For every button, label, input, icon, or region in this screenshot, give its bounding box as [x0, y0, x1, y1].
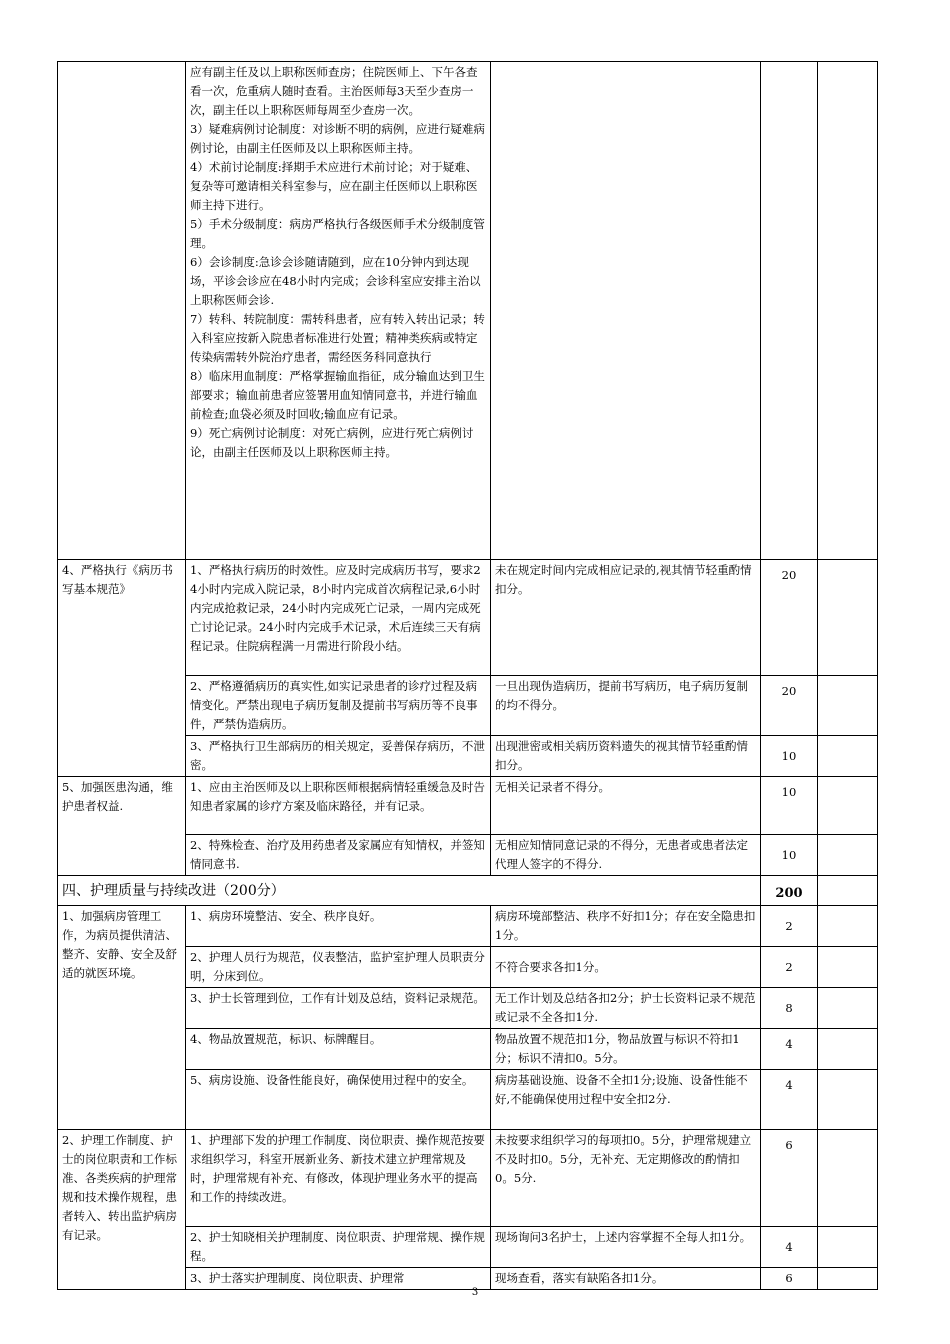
section-title: 四、护理质量与持续改进（200分）: [58, 876, 761, 906]
deduction-cell: 无工作计划及总结各扣2分；护士长资料记录不规范或记录不全各扣1分.: [491, 988, 761, 1029]
score-cell: 6: [761, 1268, 818, 1290]
deduction-cell: 不符合要求各扣1分。: [491, 947, 761, 988]
score-cell: 10: [761, 835, 818, 876]
score-cell: 20: [761, 560, 818, 676]
item-cell: [58, 62, 186, 560]
standard-cell: 2、严格遵循病历的真实性,如实记录患者的诊疗过程及病情变化。严禁出现电子病历复制及提前书写病历等不良事件，严禁伪造病历。: [186, 676, 491, 736]
standard-cell: 3、护士落实护理制度、岗位职责、护理常: [186, 1268, 491, 1290]
deduction-cell: 病房环境部整洁、秩序不好扣1分；存在安全隐患扣1分。: [491, 906, 761, 947]
deduction-cell: 现场询问3名护士，上述内容掌握不全每人扣1分。: [491, 1227, 761, 1268]
actual-score-cell: [818, 1029, 878, 1070]
deduction-cell: 无相关记录者不得分。: [491, 777, 761, 835]
deduction-cell: 出现泄密或相关病历资料遗失的视其情节轻重酌情扣分。: [491, 736, 761, 777]
evaluation-table: [57, 61, 878, 1290]
actual-score-cell: [818, 777, 878, 835]
standard-cell: 1、病房环境整洁、安全、秩序良好。: [186, 906, 491, 947]
item-cell: 2、护理工作制度、护士的岗位职责和工作标准、各类疾病的护理常规和技术操作规程，患者转入、转出监护病房有记录。: [58, 1130, 186, 1290]
item-cell: 4、严格执行《病历书写基本规范》: [58, 560, 186, 777]
table-row: [58, 560, 878, 676]
actual-score-cell: [818, 1227, 878, 1268]
standard-cell: 3、护士长管理到位，工作有计划及总结，资料记录规范。: [186, 988, 491, 1029]
score-cell: 20: [761, 676, 818, 736]
table-row: [58, 777, 878, 835]
standard-cell: 2、护理人员行为规范，仪表整洁，监护室护理人员职责分明，分床到位。: [186, 947, 491, 988]
item-cell: 1、加强病房管理工作，为病员提供清洁、整齐、安静、安全及舒适的就医环境。: [58, 906, 186, 1130]
actual-score-cell: [818, 676, 878, 736]
standard-cell: 1、应由主治医师及以上职称医师根据病情轻重缓急及时告知患者家属的诊疗方案及临床路径，并有记录。: [186, 777, 491, 835]
standard-cell: 1、严格执行病历的时效性。应及时完成病历书写，要求24小时内完成入院记录，8小时内完成首次病程记录,6小时内完成抢救记录，24小时内完成死亡记录，一周内完成死亡讨论记录。24小时内完成手术记录，术后连续三天有病程记录。住院病程满一月需进行阶段小结。: [186, 560, 491, 676]
table-row: [58, 1130, 878, 1227]
standard-cell: 5、病房设施、设备性能良好，确保使用过程中的安全。: [186, 1070, 491, 1130]
actual-score-cell: [818, 1130, 878, 1227]
deduction-cell: 一旦出现伪造病历，提前书写病历，电子病历复制的均不得分。: [491, 676, 761, 736]
section-score: 200: [761, 876, 818, 906]
score-cell: 4: [761, 1029, 818, 1070]
section-header-row: [58, 876, 878, 906]
standard-cell: 2、特殊检查、治疗及用药患者及家属应有知情权，并签知情同意书.: [186, 835, 491, 876]
standard-cell: 1、护理部下发的护理工作制度、岗位职责、操作规范按要求组织学习，科室开展新业务、新技术建立护理常规及时，护理常规有补充、有修改，体现护理业务水平的提高和工作的持续改进。: [186, 1130, 491, 1227]
actual-score-cell: [818, 736, 878, 777]
actual-score-cell: [818, 1070, 878, 1130]
standard-cell: 3、严格执行卫生部病历的相关规定，妥善保存病历，不泄密。: [186, 736, 491, 777]
actual-score-cell: [818, 835, 878, 876]
score-cell: 2: [761, 906, 818, 947]
score-cell: 4: [761, 1227, 818, 1268]
score-cell: 8: [761, 988, 818, 1029]
standard-cell: 2、护士知晓相关护理制度、岗位职责、护理常规、操作规程。: [186, 1227, 491, 1268]
item-cell: 5、加强医患沟通，维护患者权益.: [58, 777, 186, 876]
deduction-cell: 未在规定时间内完成相应记录的,视其情节轻重酌情扣分。: [491, 560, 761, 676]
actual-score-cell: [818, 988, 878, 1029]
deduction-cell: [491, 62, 761, 560]
actual-score-cell: [818, 906, 878, 947]
score-cell: 10: [761, 777, 818, 835]
deduction-cell: 现场查看，落实有缺陷各扣1分。: [491, 1268, 761, 1290]
score-cell: 2: [761, 947, 818, 988]
page-number: 3: [471, 1287, 479, 1298]
standard-cell: 应有副主任及以上职称医师查房；住院医师上、下午各查看一次，危重病人随时查看。主治医师每3天至少查房一次，副主任以上职称医师每周至少查房一次。 3）疑难病例讨论制度：对诊断不明的病例，应进行疑难病例讨论，由副主任医师及以上职称医师主持。 4）术前讨论制度:择期手术应进行术前讨论；对于疑难、复杂等可邀请相关科室参与，应在副主任医师以上职称医师主持下进行。 5）手术分级制度：病房严格执行各级医师手术分级制度管理。 6）会诊制度:急诊会诊随请随到，应在10分钟内到达现场，平诊会诊应在48小时内完成；会诊科室应安排主治以上职称医师会诊. 7）转科、转院制度：需转科患者，应有转入转出记录；转入科室应按新入院患者标准进行处置；精神类疾病或特定传染病需转外院治疗患者，需经医务科同意执行 8）临床用血制度：严格掌握输血指征，成分输血达到卫生部要求；输血前患者应签署用血知情同意书，并进行输血前检查;血袋必须及时回收;输血应有记录。 9）死亡病例讨论制度：对死亡病例，应进行死亡病例讨论，由副主任医师及以上职称医师主持。: [186, 62, 491, 560]
actual-score-cell: [818, 947, 878, 988]
deduction-cell: 未按要求组织学习的每项扣0。5分，护理常规建立不及时扣0。5分，无补充、无定期修改的酌情扣0。5分.: [491, 1130, 761, 1227]
score-cell: 10: [761, 736, 818, 777]
deduction-cell: 物品放置不规范扣1分，物品放置与标识不符扣1分；标识不清扣0。5分。: [491, 1029, 761, 1070]
actual-score-cell: [818, 62, 878, 560]
actual-score-cell: [818, 560, 878, 676]
score-cell: [761, 62, 818, 560]
actual-score-cell: [818, 876, 878, 906]
score-cell: 4: [761, 1070, 818, 1130]
standard-cell: 4、物品放置规范，标识、标牌醒目。: [186, 1029, 491, 1070]
deduction-cell: 无相应知情同意记录的不得分，无患者或患者法定代理人签字的不得分.: [491, 835, 761, 876]
table-row: [58, 906, 878, 947]
table-row: [58, 62, 878, 560]
deduction-cell: 病房基础设施、设备不全扣1分;设施、设备性能不好,不能确保使用过程中安全扣2分.: [491, 1070, 761, 1130]
score-cell: 6: [761, 1130, 818, 1227]
